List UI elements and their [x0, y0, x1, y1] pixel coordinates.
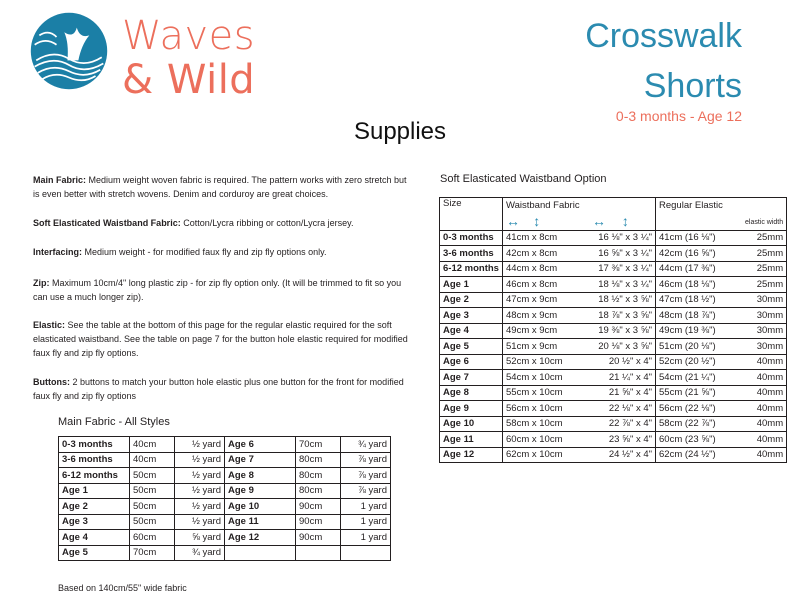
- paragraph-text: Cotton/Lycra ribbing or cotton/Lycra jersey.: [180, 218, 354, 228]
- size-range-subtitle: 0-3 months - Age 12: [615, 108, 742, 124]
- supplies-heading: Supplies: [353, 118, 447, 145]
- yard-cell: ½ yard: [175, 483, 225, 499]
- size-cell: Age 4: [440, 323, 503, 339]
- main-fabric-table-title: Main Fabric - All Styles: [58, 416, 170, 428]
- yard-cell: 1 yard: [341, 514, 391, 530]
- elastic-width-cell: 40mm: [742, 401, 787, 417]
- main-fabric-table: [58, 436, 391, 561]
- cm-cell: [296, 545, 341, 561]
- elastic-length-cell: 56cm (22 ⅛"): [656, 401, 743, 417]
- table-row: [59, 437, 391, 453]
- elastic-length-cell: 54cm (21 ¼"): [656, 370, 743, 386]
- fabric-cm-cell: 44cm x 8cm: [503, 261, 590, 277]
- fabric-width-note: Based on 140cm/55" wide fabric: [58, 583, 187, 593]
- paragraph-label: Interfacing:: [33, 247, 83, 257]
- elastic-length-cell: 44cm (17 ⅜"): [656, 261, 743, 277]
- waistband-table: [439, 197, 787, 463]
- fabric-inch-cell: 21 ¼" x 4": [589, 370, 656, 386]
- fabric-cm-cell: 48cm x 9cm: [503, 308, 590, 324]
- elastic-length-cell: 42cm (16 ⅝"): [656, 246, 743, 262]
- cm-cell: 80cm: [296, 452, 341, 468]
- size-cell: Age 9: [440, 401, 503, 417]
- table-row: [440, 447, 787, 463]
- cm-cell: 80cm: [296, 483, 341, 499]
- elastic-width-label: elastic width: [745, 218, 784, 226]
- elastic-width-cell: 25mm: [742, 246, 787, 262]
- size-cell: Age 11: [225, 514, 296, 530]
- waistband-fabric-header: Waistband Fabric: [503, 198, 656, 213]
- paragraph-zip: [33, 276, 413, 304]
- size-cell: 0-3 months: [59, 437, 130, 453]
- fabric-inch-cell: 24 ½" x 4": [589, 447, 656, 463]
- cm-cell: 80cm: [296, 468, 341, 484]
- size-cell: Age 3: [59, 514, 130, 530]
- elastic-width-cell: 40mm: [742, 370, 787, 386]
- paragraph-label: Soft Elasticated Waistband Fabric:: [33, 218, 181, 228]
- paragraph-label: Buttons:: [33, 377, 70, 387]
- table-row: [440, 354, 787, 370]
- fabric-cm-cell: 55cm x 10cm: [503, 385, 590, 401]
- fabric-inch-cell: 22 ⅛" x 4": [589, 401, 656, 417]
- table-row: [59, 468, 391, 484]
- size-cell: Age 1: [440, 277, 503, 293]
- table-row: [440, 246, 787, 262]
- fabric-inch-cell: 19 ⅜" x 3 ⅝": [589, 323, 656, 339]
- paragraph-text: Medium weight woven fabric is required. The pattern works with zero stretch but is even better with stretch wovens. Denim and corduroy are great choices.: [33, 175, 407, 199]
- size-cell: 3-6 months: [440, 246, 503, 262]
- size-cell: Age 7: [440, 370, 503, 386]
- size-cell: Age 5: [59, 545, 130, 561]
- fabric-inch-cell: 17 ⅜" x 3 ¼": [589, 261, 656, 277]
- size-cell: Age 12: [225, 530, 296, 546]
- yard-cell: ¾ yard: [175, 545, 225, 561]
- table-row: [440, 416, 787, 432]
- elastic-length-cell: 46cm (18 ⅛"): [656, 277, 743, 293]
- elastic-width-cell: 25mm: [742, 277, 787, 293]
- fabric-dimension-arrows-inches: [589, 213, 656, 231]
- yard-cell: ½ yard: [175, 452, 225, 468]
- table-row: [59, 514, 391, 530]
- size-cell: 3-6 months: [59, 452, 130, 468]
- size-cell: 6-12 months: [440, 261, 503, 277]
- table-row: [440, 385, 787, 401]
- table-row: [440, 323, 787, 339]
- size-cell: [225, 545, 296, 561]
- cm-cell: 90cm: [296, 499, 341, 515]
- cm-cell: 40cm: [130, 437, 175, 453]
- fabric-inch-cell: 20 ⅛" x 3 ⅝": [589, 339, 656, 355]
- pattern-title-line2: Shorts: [643, 67, 742, 105]
- fabric-cm-cell: 47cm x 9cm: [503, 292, 590, 308]
- table-row: [59, 452, 391, 468]
- size-cell: Age 11: [440, 432, 503, 448]
- yard-cell: ⅞ yard: [341, 452, 391, 468]
- fabric-cm-cell: 52cm x 10cm: [503, 354, 590, 370]
- cm-cell: 40cm: [130, 452, 175, 468]
- cm-cell: 90cm: [296, 514, 341, 530]
- size-cell: Age 6: [225, 437, 296, 453]
- fabric-dimension-arrows: [503, 213, 590, 231]
- elastic-width-cell: 30mm: [742, 308, 787, 324]
- table-row: [440, 308, 787, 324]
- fabric-cm-cell: 60cm x 10cm: [503, 432, 590, 448]
- table-row: [440, 230, 787, 246]
- fabric-cm-cell: 41cm x 8cm: [503, 230, 590, 246]
- yard-cell: ⅝ yard: [175, 530, 225, 546]
- table-row: [59, 530, 391, 546]
- horizontal-arrow-icon: ↔: [592, 213, 606, 229]
- size-cell: 0-3 months: [440, 230, 503, 246]
- brand-name-line1: Waves: [122, 13, 256, 59]
- yard-cell: ⅞ yard: [341, 483, 391, 499]
- table-row: [440, 401, 787, 417]
- elastic-length-cell: 48cm (18 ⅞"): [656, 308, 743, 324]
- size-cell: Age 7: [225, 452, 296, 468]
- fabric-cm-cell: 49cm x 9cm: [503, 323, 590, 339]
- table-row: [59, 483, 391, 499]
- elastic-length-cell: 49cm (19 ⅜"): [656, 323, 743, 339]
- fabric-inch-cell: 22 ⅞" x 4": [589, 416, 656, 432]
- size-cell: Age 6: [440, 354, 503, 370]
- fabric-inch-cell: 23 ⅝" x 4": [589, 432, 656, 448]
- cm-cell: 50cm: [130, 499, 175, 515]
- size-cell: Age 10: [440, 416, 503, 432]
- elastic-length-cell: 47cm (18 ½"): [656, 292, 743, 308]
- elastic-length-cell: 52cm (20 ½"): [656, 354, 743, 370]
- fabric-cm-cell: 56cm x 10cm: [503, 401, 590, 417]
- table-row: [440, 261, 787, 277]
- page-heading: [0, 118, 792, 146]
- fabric-cm-cell: 58cm x 10cm: [503, 416, 590, 432]
- cm-cell: 50cm: [130, 483, 175, 499]
- cm-cell: 50cm: [130, 514, 175, 530]
- size-cell: Age 10: [225, 499, 296, 515]
- elastic-length-cell: 58cm (22 ⅞"): [656, 416, 743, 432]
- size-cell: Age 8: [225, 468, 296, 484]
- elastic-width-cell: 40mm: [742, 416, 787, 432]
- paragraph-elastic: [33, 318, 413, 360]
- elastic-width-cell: 30mm: [742, 292, 787, 308]
- table-row: [440, 432, 787, 448]
- elastic-width-cell: 30mm: [742, 339, 787, 355]
- paragraph-waistband-fabric: [33, 216, 413, 230]
- elastic-subheader-blank: [656, 213, 743, 231]
- size-cell: Age 2: [440, 292, 503, 308]
- yard-cell: 1 yard: [341, 499, 391, 515]
- yard-cell: ⅞ yard: [341, 468, 391, 484]
- yard-cell: ½ yard: [175, 468, 225, 484]
- size-cell: Age 3: [440, 308, 503, 324]
- cm-cell: 70cm: [130, 545, 175, 561]
- yard-cell: ½ yard: [175, 499, 225, 515]
- fabric-cm-cell: 46cm x 8cm: [503, 277, 590, 293]
- yard-cell: 1 yard: [341, 530, 391, 546]
- cm-cell: 90cm: [296, 530, 341, 546]
- elastic-width-subheader: [742, 213, 787, 231]
- waistband-table-title: Soft Elasticated Waistband Option: [440, 173, 607, 185]
- pattern-title-line1: Crosswalk: [585, 17, 742, 55]
- cm-cell: 70cm: [296, 437, 341, 453]
- size-cell: 6-12 months: [59, 468, 130, 484]
- table-row: [59, 499, 391, 515]
- paragraph-label: Elastic:: [33, 320, 66, 330]
- table-row: [440, 277, 787, 293]
- elastic-length-cell: 62cm (24 ½"): [656, 447, 743, 463]
- elastic-width-cell: 25mm: [742, 261, 787, 277]
- brand-name-line2: & Wild: [122, 57, 256, 103]
- yard-cell: ½ yard: [175, 514, 225, 530]
- elastic-length-cell: 51cm (20 ⅛"): [656, 339, 743, 355]
- paragraph-label: Zip:: [33, 278, 50, 288]
- elastic-width-cell: 40mm: [742, 447, 787, 463]
- paragraph-text: See the table at the bottom of this page for the regular elastic required for the soft elasticated waistband. See the table on page 7 for the button hole elastic required for modified faux fly and zip fly options.: [33, 320, 408, 358]
- elastic-length-cell: 55cm (21 ⅝"): [656, 385, 743, 401]
- fabric-inch-cell: 18 ½" x 3 ⅝": [589, 292, 656, 308]
- elastic-width-cell: 30mm: [742, 323, 787, 339]
- cm-cell: 60cm: [130, 530, 175, 546]
- size-cell: Age 1: [59, 483, 130, 499]
- size-cell: Age 5: [440, 339, 503, 355]
- elastic-length-cell: 41cm (16 ⅛"): [656, 230, 743, 246]
- vertical-arrow-icon: ↕: [621, 213, 629, 229]
- elastic-length-cell: 60cm (23 ⅝"): [656, 432, 743, 448]
- fabric-inch-cell: 16 ⅝" x 3 ¼": [589, 246, 656, 262]
- vertical-arrow-icon: ↕: [533, 213, 541, 229]
- table-row: [440, 339, 787, 355]
- fabric-cm-cell: 54cm x 10cm: [503, 370, 590, 386]
- elastic-width-cell: 25mm: [742, 230, 787, 246]
- waves-and-wild-logo-icon: [30, 12, 108, 90]
- elastic-width-cell: 40mm: [742, 385, 787, 401]
- fabric-inch-cell: 20 ½" x 4": [589, 354, 656, 370]
- fabric-inch-cell: 16 ⅛" x 3 ¼": [589, 230, 656, 246]
- yard-cell: ¾ yard: [341, 437, 391, 453]
- paragraph-buttons: [33, 375, 413, 403]
- paragraph-text: Maximum 10cm/4" long plastic zip - for zip fly option only. (It will be trimmed to fit so you can use a much longer zip).: [33, 278, 402, 302]
- table-row: [440, 370, 787, 386]
- horizontal-arrow-icon: ↔: [506, 213, 520, 229]
- elastic-width-cell: 40mm: [742, 432, 787, 448]
- table-row: [440, 292, 787, 308]
- elastic-width-cell: 40mm: [742, 354, 787, 370]
- yard-cell: [341, 545, 391, 561]
- size-header: Size: [440, 198, 503, 231]
- paragraph-text: 2 buttons to match your button hole elastic plus one button for the front for modified faux fly and zip fly options: [33, 377, 404, 401]
- fabric-cm-cell: 51cm x 9cm: [503, 339, 590, 355]
- fabric-cm-cell: 42cm x 8cm: [503, 246, 590, 262]
- fabric-inch-cell: 18 ⅞" x 3 ⅝": [589, 308, 656, 324]
- fabric-inch-cell: 21 ⅝" x 4": [589, 385, 656, 401]
- cm-cell: 50cm: [130, 468, 175, 484]
- size-cell: Age 9: [225, 483, 296, 499]
- size-cell: Age 4: [59, 530, 130, 546]
- paragraph-label: Main Fabric:: [33, 175, 87, 185]
- size-cell: Age 12: [440, 447, 503, 463]
- paragraph-main-fabric: [33, 173, 413, 201]
- yard-cell: ½ yard: [175, 437, 225, 453]
- paragraph-text: Medium weight - for modified faux fly and zip fly options only.: [82, 247, 327, 257]
- paragraph-interfacing: [33, 245, 413, 259]
- table-row: [59, 545, 391, 561]
- fabric-inch-cell: 18 ⅛" x 3 ¼": [589, 277, 656, 293]
- fabric-cm-cell: 62cm x 10cm: [503, 447, 590, 463]
- size-cell: Age 2: [59, 499, 130, 515]
- regular-elastic-header: Regular Elastic: [656, 198, 787, 213]
- size-cell: Age 8: [440, 385, 503, 401]
